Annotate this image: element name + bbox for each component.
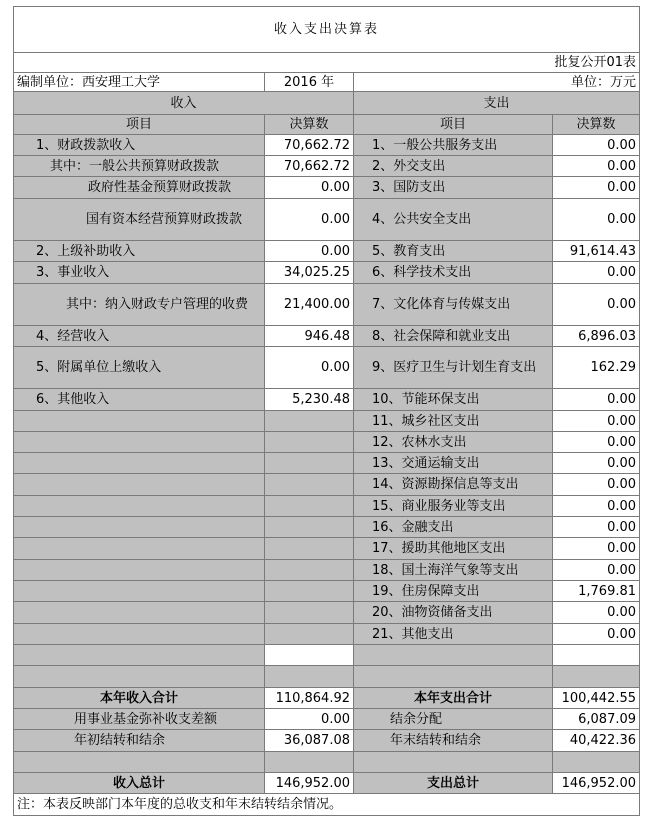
expense-item: 5、教育支出	[354, 241, 553, 262]
income-year-total-value: 110,864.92	[265, 688, 354, 709]
surplus-dist-label: 结余分配	[354, 709, 553, 730]
income-amount: 0.00	[265, 241, 354, 262]
note-row	[14, 794, 640, 816]
income-amount: 21,400.00	[265, 284, 354, 326]
income-amount: 0.00	[265, 177, 354, 199]
table-row	[14, 199, 640, 241]
income-amount: 34,025.25	[265, 262, 354, 284]
expense-amount: 0.00	[553, 135, 640, 156]
expense-item: 21、其他支出	[354, 624, 553, 645]
income-item: 4、经营收入	[14, 326, 265, 347]
income-col-item: 项目	[14, 115, 265, 135]
unit-label: 编制单位：西安理工大学	[14, 73, 265, 92]
income-header: 收入	[14, 92, 354, 115]
fund-value: 0.00	[265, 709, 354, 730]
expense-amount: 0.00	[553, 262, 640, 284]
income-item	[14, 624, 265, 645]
year-total-row	[14, 688, 640, 709]
blank-cell	[553, 645, 640, 666]
expense-col-item: 项目	[354, 115, 553, 135]
income-amount: 5,230.48	[265, 389, 354, 411]
table-row	[14, 326, 640, 347]
table-row	[14, 624, 640, 645]
currency-label: 单位：万元	[354, 73, 640, 92]
expense-item: 14、资源勘探信息等支出	[354, 474, 553, 496]
expense-grand-total-label: 支出总计	[354, 773, 553, 794]
blank-cell	[265, 752, 354, 773]
fund-label: 用事业基金弥补收支差额	[14, 709, 265, 730]
expense-item: 4、公共安全支出	[354, 199, 553, 241]
income-item: 6、其他收入	[14, 389, 265, 411]
expense-amount: 0.00	[553, 560, 640, 581]
expense-amount: 0.00	[553, 624, 640, 645]
blank-cell	[265, 666, 354, 688]
blank-row	[14, 752, 640, 773]
expense-amount: 0.00	[553, 432, 640, 453]
expense-year-total-label: 本年支出合计	[354, 688, 553, 709]
expense-amount: 0.00	[553, 389, 640, 411]
expense-item: 7、文化体育与传媒支出	[354, 284, 553, 326]
table-row	[14, 347, 640, 389]
expense-header: 支出	[354, 92, 640, 115]
income-year-total-label: 本年收入合计	[14, 688, 265, 709]
expense-col-amount: 决算数	[553, 115, 640, 135]
income-amount: 70,662.72	[265, 156, 354, 177]
table-row	[14, 389, 640, 411]
expense-grand-total-value: 146,952.00	[553, 773, 640, 794]
blank-cell	[354, 666, 553, 688]
begin-balance-value: 36,087.08	[265, 730, 354, 752]
blank-row	[14, 645, 640, 666]
expense-amount: 0.00	[553, 517, 640, 538]
expense-amount: 91,614.43	[553, 241, 640, 262]
expense-amount: 0.00	[553, 411, 640, 432]
income-item: 政府性基金预算财政拨款	[14, 177, 265, 199]
income-amount	[265, 432, 354, 453]
fund-row	[14, 709, 640, 730]
table-row	[14, 581, 640, 602]
expense-amount: 1,769.81	[553, 581, 640, 602]
table-row	[14, 517, 640, 538]
income-amount: 0.00	[265, 199, 354, 241]
income-item	[14, 602, 265, 624]
income-item	[14, 453, 265, 474]
expense-amount: 0.00	[553, 284, 640, 326]
unit-row	[14, 73, 640, 92]
expense-item: 19、住房保障支出	[354, 581, 553, 602]
expense-amount: 6,896.03	[553, 326, 640, 347]
blank-cell	[14, 666, 265, 688]
page-title: 收入支出决算表	[14, 7, 640, 53]
income-amount	[265, 496, 354, 517]
table-row	[14, 241, 640, 262]
blank-cell	[354, 645, 553, 666]
table-row	[14, 560, 640, 581]
expense-item: 1、一般公共服务支出	[354, 135, 553, 156]
begin-balance-label: 年初结转和结余	[14, 730, 265, 752]
income-item	[14, 496, 265, 517]
blank-cell	[553, 666, 640, 688]
income-amount	[265, 453, 354, 474]
grand-total-row	[14, 773, 640, 794]
expense-item: 2、外交支出	[354, 156, 553, 177]
income-grand-total-value: 146,952.00	[265, 773, 354, 794]
blank-cell	[14, 645, 265, 666]
form-code: 批复公开01表	[14, 53, 640, 73]
income-item: 5、附属单位上缴收入	[14, 347, 265, 389]
end-balance-label: 年末结转和结余	[354, 730, 553, 752]
expense-item: 6、科学技术支出	[354, 262, 553, 284]
table-row	[14, 538, 640, 560]
expense-item: 12、农林水支出	[354, 432, 553, 453]
table-row	[14, 156, 640, 177]
income-amount	[265, 538, 354, 560]
table-row	[14, 432, 640, 453]
blank-cell	[553, 752, 640, 773]
income-item: 国有资本经营预算财政拨款	[14, 199, 265, 241]
income-item: 1、财政拨款收入	[14, 135, 265, 156]
income-item	[14, 517, 265, 538]
table-row	[14, 135, 640, 156]
income-amount: 70,662.72	[265, 135, 354, 156]
column-header-row	[14, 115, 640, 135]
expense-item: 16、金融支出	[354, 517, 553, 538]
expense-item: 18、国土海洋气象等支出	[354, 560, 553, 581]
year-label: 2016 年	[265, 73, 354, 92]
expense-amount: 0.00	[553, 496, 640, 517]
expense-amount: 0.00	[553, 177, 640, 199]
expense-item: 20、油物资储备支出	[354, 602, 553, 624]
table-row	[14, 474, 640, 496]
expense-amount: 162.29	[553, 347, 640, 389]
income-item: 3、事业收入	[14, 262, 265, 284]
income-item	[14, 560, 265, 581]
income-col-amount: 决算数	[265, 115, 354, 135]
end-balance-value: 40,422.36	[553, 730, 640, 752]
income-item: 2、上级补助收入	[14, 241, 265, 262]
expense-item: 11、城乡社区支出	[354, 411, 553, 432]
income-item	[14, 581, 265, 602]
income-item	[14, 411, 265, 432]
income-item	[14, 432, 265, 453]
expense-item: 8、社会保障和就业支出	[354, 326, 553, 347]
income-grand-total-label: 收入总计	[14, 773, 265, 794]
income-amount: 0.00	[265, 347, 354, 389]
blank-row	[14, 666, 640, 688]
surplus-dist-value: 6,087.09	[553, 709, 640, 730]
income-item	[14, 474, 265, 496]
table-row	[14, 453, 640, 474]
expense-item: 15、商业服务业等支出	[354, 496, 553, 517]
expense-item: 10、节能环保支出	[354, 389, 553, 411]
section-header-row	[14, 92, 640, 115]
table-row	[14, 602, 640, 624]
income-item: 其中：纳入财政专户管理的收费	[14, 284, 265, 326]
income-amount	[265, 581, 354, 602]
balance-row	[14, 730, 640, 752]
expense-item: 3、国防支出	[354, 177, 553, 199]
expense-amount: 0.00	[553, 474, 640, 496]
expense-amount: 0.00	[553, 602, 640, 624]
expense-amount: 0.00	[553, 453, 640, 474]
blank-cell	[354, 752, 553, 773]
income-amount	[265, 411, 354, 432]
income-amount	[265, 474, 354, 496]
expense-item: 17、援助其他地区支出	[354, 538, 553, 560]
table-row	[14, 177, 640, 199]
income-item: 其中：一般公共预算财政拨款	[14, 156, 265, 177]
income-expense-table	[13, 6, 640, 816]
expense-item: 13、交通运输支出	[354, 453, 553, 474]
table-row	[14, 262, 640, 284]
blank-cell	[14, 752, 265, 773]
table-row	[14, 411, 640, 432]
expense-item: 9、医疗卫生与计划生育支出	[354, 347, 553, 389]
expense-year-total-value: 100,442.55	[553, 688, 640, 709]
blank-cell	[265, 645, 354, 666]
table-row	[14, 284, 640, 326]
expense-amount: 0.00	[553, 538, 640, 560]
income-amount	[265, 602, 354, 624]
table-row	[14, 496, 640, 517]
income-amount	[265, 624, 354, 645]
footnote: 注：本表反映部门本年度的总收支和年末结转结余情况。	[14, 794, 640, 816]
income-item	[14, 538, 265, 560]
income-amount	[265, 517, 354, 538]
expense-amount: 0.00	[553, 199, 640, 241]
income-amount: 946.48	[265, 326, 354, 347]
expense-amount: 0.00	[553, 156, 640, 177]
form-code-row	[14, 53, 640, 73]
title-row	[14, 7, 640, 53]
income-amount	[265, 560, 354, 581]
